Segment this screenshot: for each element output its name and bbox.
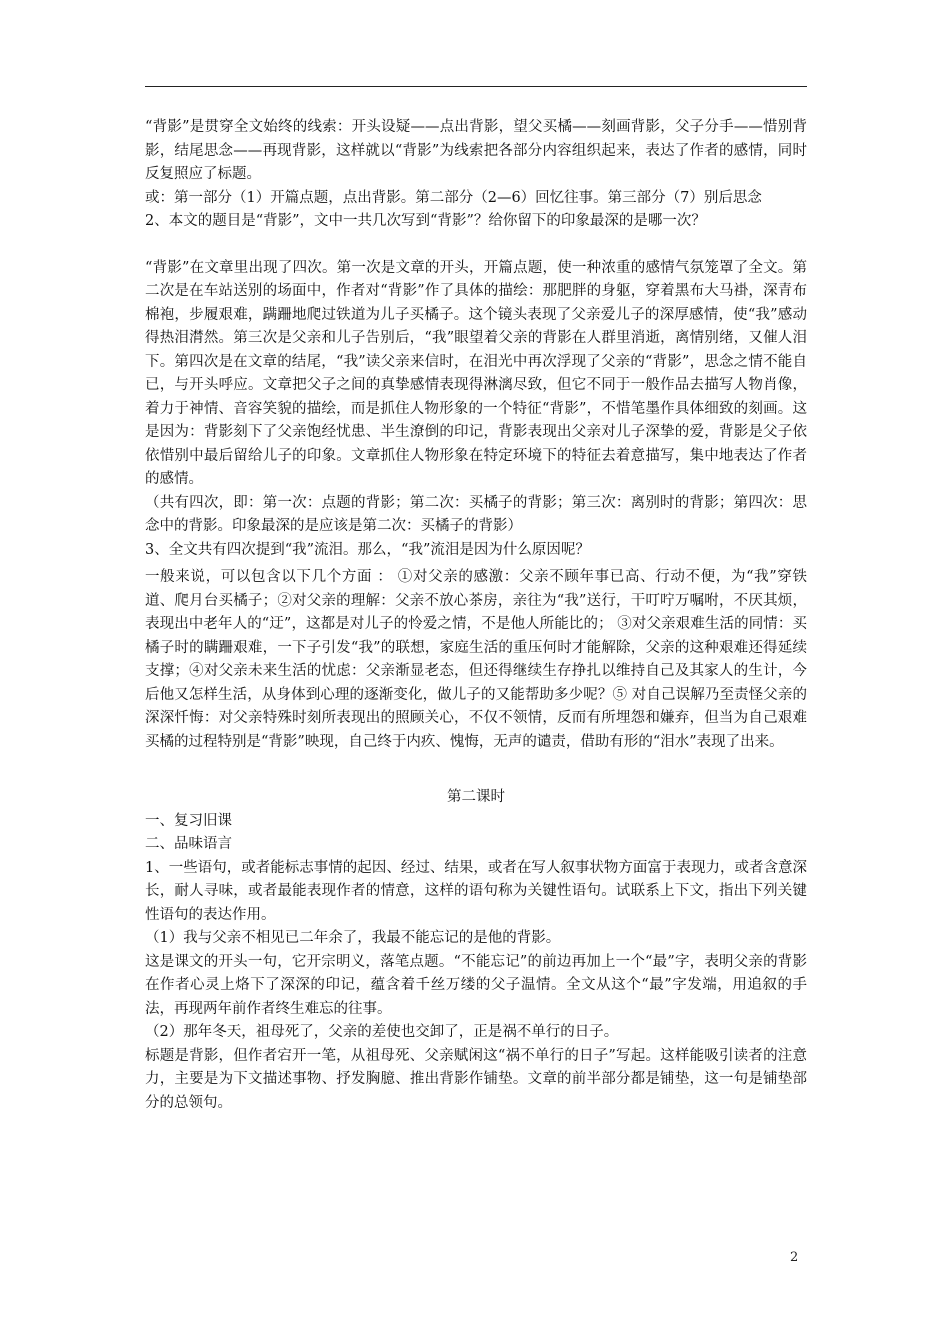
paragraph-clue: “背影”是贯穿全文始终的线索：开头设疑——点出背影，望父买橘——刻画背影，父子分手——惜别背影，结尾思念——再现背影，这样就以“背影”为线索把各部分内容组织起来，表达了作者的感情，同时反复照应了标题。 <box>145 119 807 182</box>
header-rule <box>145 86 807 87</box>
page-number: 2 <box>790 1250 799 1265</box>
page-body <box>145 116 807 1115</box>
key-sentence-2: （2）那年冬天，祖母死了，父亲的差使也交卸了，正是祸不单行的日子。 <box>145 1024 619 1040</box>
spacer <box>145 234 807 257</box>
question-3: 3、全文共有四次提到“我”流泪。那么，“我”流泪是因为什么原因呢？ <box>145 541 590 558</box>
key-sentence-1: （1）我与父亲不相见已二年余了，我最不能忘记的是他的背影。 <box>145 930 561 946</box>
question-2: 2、本文的题目是“背影”，文中一共几次写到“背影”？给你留下的印象最深的是哪一次？ <box>145 213 706 229</box>
answer-2: “背影”在文章里出现了四次。第一次是文章的开头，开篇点题，使一种浓重的感情气氛笼罩了全文。第二次是在车站送别的场面中，作者对“背影”作了具体的描绘：那肥胖的身躯，穿着黑布大马褂，深青布棉袍，步履艰难，蹒跚地爬过铁道为儿子买橘子。这个镜头表现了父亲爱儿子的深厚感情，使“我”感动得热泪潸然。第三次是父亲和儿子告别后，“我”眼望着父亲的背影在人群里消逝，离情别绪，又催人泪下。第四次是在文章的结尾，“我”读父亲来信时，在泪光中再次浮现了父亲的“背影”，思念之情不能自已，与开头呼应。文章把父子之间的真挚感情表现得淋漓尽致，但它不同于一般作品去描写人物肖像，着力于神情、音容笑貌的描绘，而是抓住人物形象的一个特征“背影”，不惜笔墨作具体细致的刻画。这是因为：背影刻下了父亲饱经忧患、半生潦倒的印记，背影表现出父亲对儿子深挚的爱，背影是父子依依惜别中最后留给儿子的印象。文章抓住人物形象在特定环境下的特征去着意描写，集中地表达了作者的感情。 <box>145 259 807 487</box>
language-heading: 二、品味语言 <box>145 836 232 852</box>
review-heading: 一、复习旧课 <box>145 812 232 829</box>
section-title: 第二课时 <box>447 789 505 805</box>
answer-2-summary: （共有四次，即：第一次：点题的背影；第二次：买橘子的背影；第三次：离别时的背影；第四次：思念中的背影。印象最深的是应该是第二次：买橘子的背影） <box>145 494 807 534</box>
key-sentence-1-analysis: 这是课文的开头一句，它开宗明义，落笔点题。“不能忘记”的前边再加上一个“最”字，表明父亲的背影在作者心灵上烙下了深深的印记，蕴含着千丝万缕的父子温情。全文从这个“最”字发端，用追叙的手法，再现两年前作者终生难忘的往事。 <box>145 953 807 1017</box>
spacer <box>145 754 807 786</box>
key-sentence-2-analysis: 标题是背影，但作者宕开一笔，从祖母死、父亲赋闲这“祸不单行的日子”写起。这样能吸引读者的注意力，主要是为下文描述事物、抒发胸臆、推出背影作铺垫。文章的前半部分都是铺垫，这一句是铺垫部分的总领句。 <box>145 1047 807 1111</box>
answer-3: 一般来说，可以包含以下几个方面 ： ①对父亲的感激：父亲不顾年事已高、行动不便，为“我”穿铁道、爬月台买橘子；②对父亲的理解：父亲不放心茶房，亲往为“我”送行，干叮咛万嘱咐，不厌其烦，表现出中老年人的“迂”，这都是对儿子的怜爱之情，不是他人所能比的； ③对父亲艰难生活的同情：买橘子时的瞒跚艰难，一下子引发“我”的联想，家庭生活的重压何时才能解除，父亲的这种艰难还得延续支撑；④对父亲未来生活的忧虑：父亲渐显老态，但还得继续生存挣扎以维持自己及其家人的生计，今后他又怎样生活，从身体到心理的逐渐变化，做儿子的又能帮助多少呢？⑤ 对自己误解乃至责怪父亲的深深忏悔：对父亲特殊时刻所表现出的照顾关心，不仅不领情，反而有所埋怨和嫌弃，但当为自己艰难买橘的过程特别是“背影”映现，自己终于内疚、愧悔，无声的谴责，借助有形的“泪水”表现了出来。 <box>145 569 807 750</box>
key-sentences-intro: 1、一些语句，或者能标志事情的起因、经过、结果，或者在写人叙事状物方面富于表现力，或者含意深长，耐人寻味，或者最能表现作者的情意，这样的语句称为关键性语句。试联系上下文，指出下列关键性语句的表达作用。 <box>145 859 807 923</box>
paragraph-structure: 或：第一部分（1）开篇点题，点出背影。第二部分（2—6）回忆往事。第三部分（7）别后思念 <box>145 189 762 206</box>
